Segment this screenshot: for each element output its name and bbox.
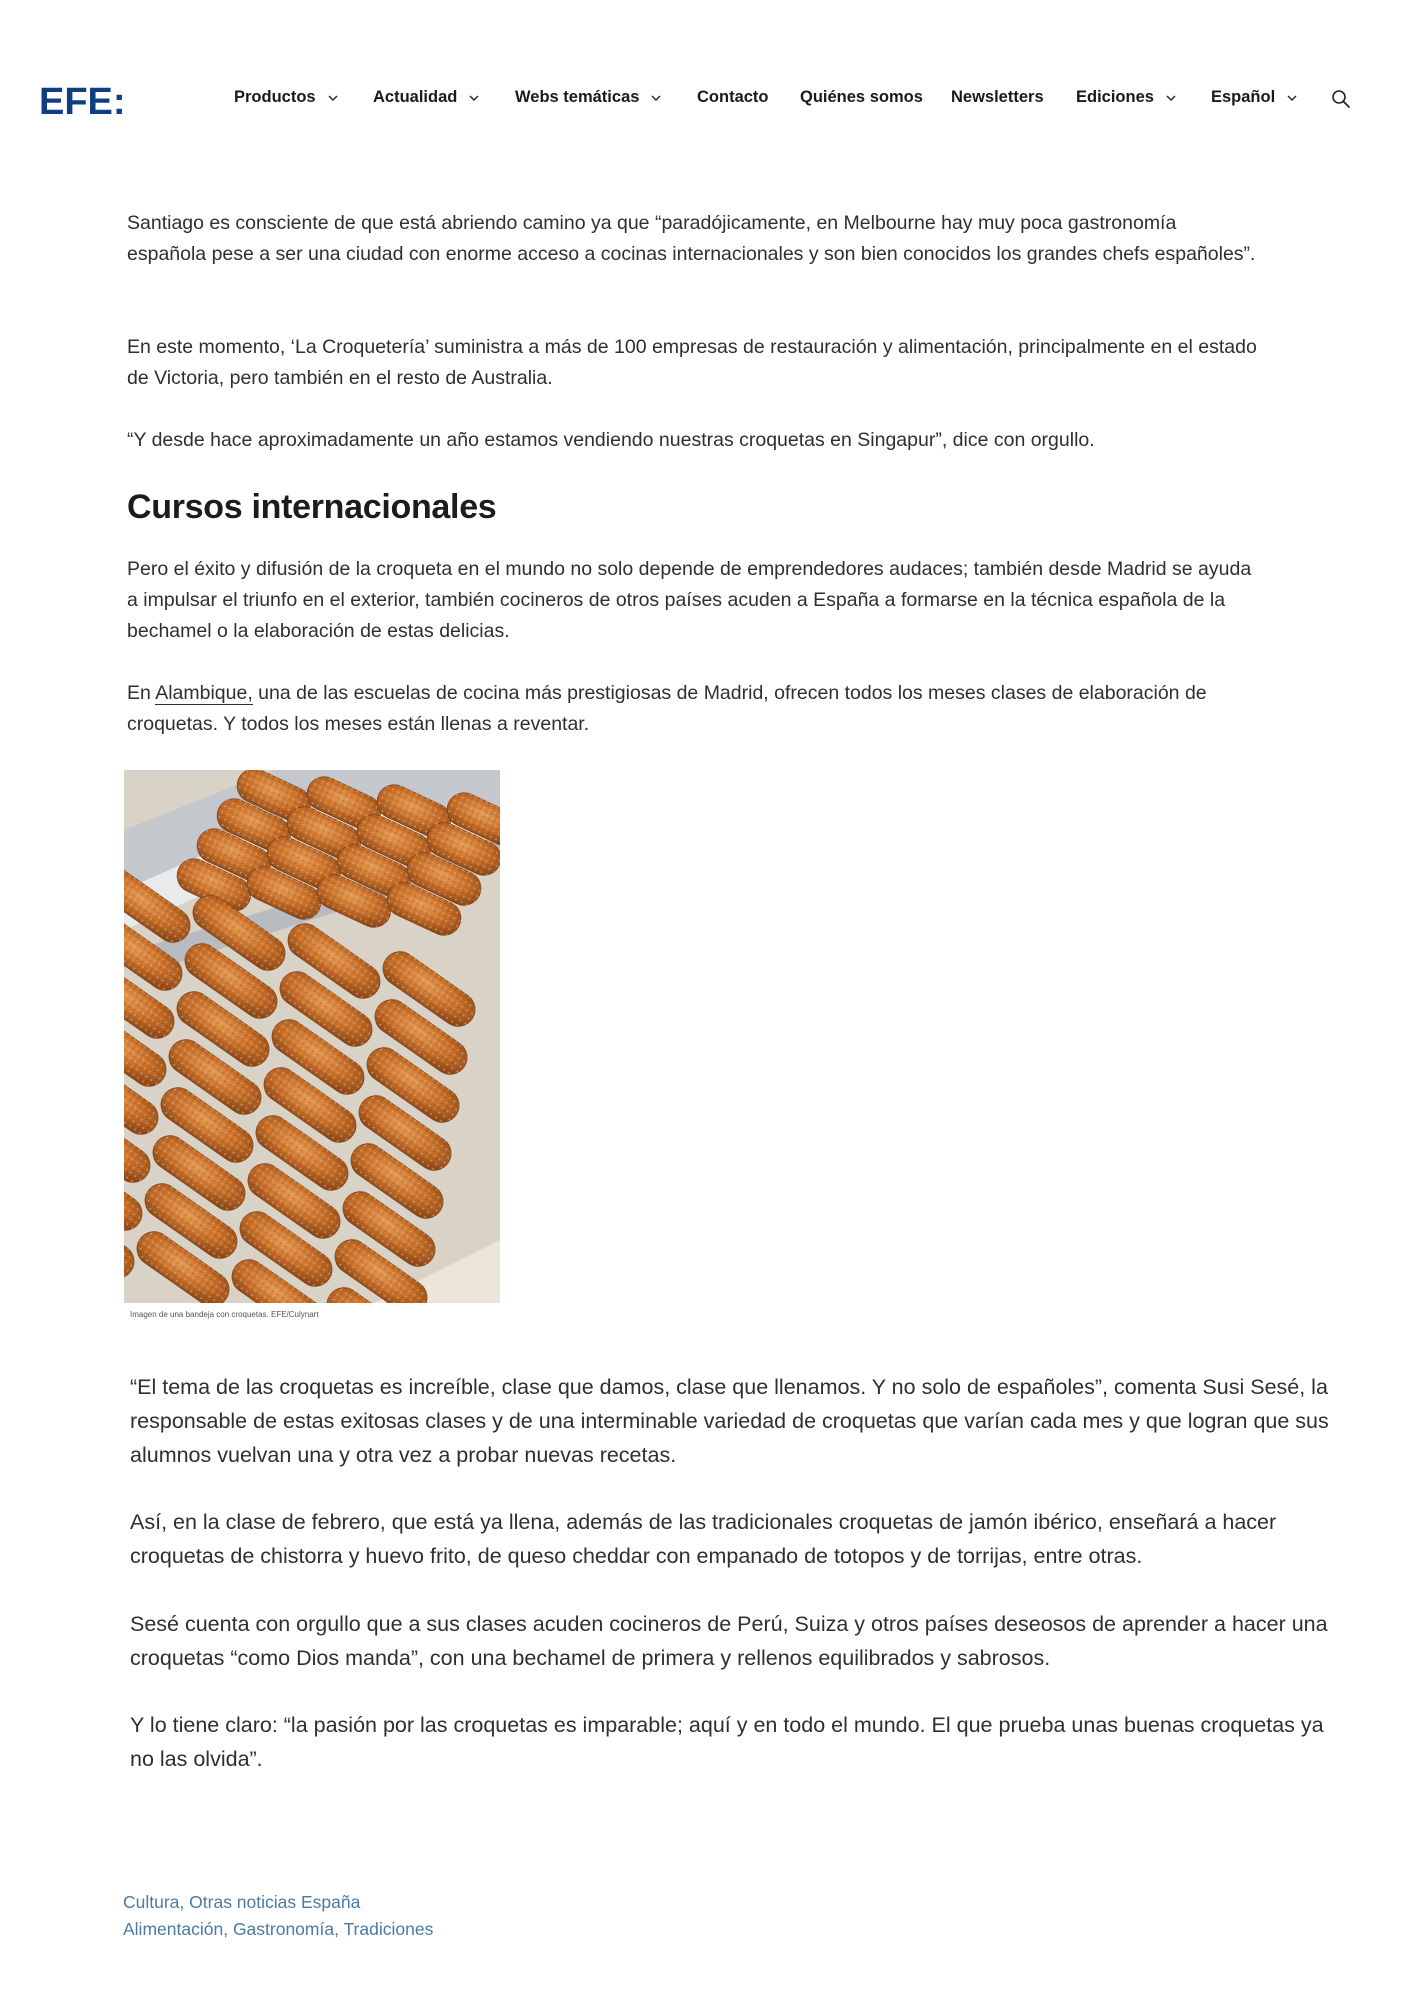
tag-tradiciones[interactable]: Tradiciones <box>343 1919 434 1939</box>
nav-item-label: Productos <box>234 88 316 106</box>
topic-tags: Alimentación, Gastronomía, Tradiciones <box>123 1919 434 1939</box>
nav-item-label: Ediciones <box>1076 88 1154 106</box>
chevron-down-icon <box>1166 88 1176 107</box>
image-caption: Imagen de una bandeja con croquetas. EFE/Culynart <box>130 1310 319 1319</box>
tag-alimentacion[interactable]: Alimentación <box>123 1919 224 1939</box>
nav-item-label: Newsletters <box>951 88 1044 106</box>
article-paragraph <box>127 678 1257 740</box>
article-paragraph: Y lo tiene claro: “la pasión por las croquetas es imparable; aquí y en todo el mundo. El que prueba unas buenas croquetas ya no las olvida”. <box>130 1713 1324 1771</box>
nav-item-productos[interactable] <box>234 88 338 107</box>
site-header <box>0 0 1414 200</box>
nav-item-label: Contacto <box>697 88 769 106</box>
nav-item-label: Quiénes somos <box>800 88 923 106</box>
alambique-link[interactable]: Alambique, <box>155 682 253 704</box>
article-paragraph: Así, en la clase de febrero, que está ya llena, además de las tradicionales croquetas de jamón ibérico, enseñará a hacer croquetas de chistorra y huevo frito, de queso cheddar con empanado de totopos y de torrijas, entre otras. <box>130 1510 1277 1568</box>
croquetas-photo <box>124 770 500 1303</box>
paragraph-text: En <box>127 682 156 704</box>
section-heading: Cursos internacionales <box>127 488 497 526</box>
nav-item-newsletters[interactable] <box>951 88 1044 107</box>
nav-item-actualidad[interactable] <box>373 88 479 107</box>
nav-item-webs-tematicas[interactable] <box>515 88 661 107</box>
croquetas-image <box>124 770 500 1303</box>
nav-item-label: Actualidad <box>373 88 458 106</box>
article-paragraph: Pero el éxito y difusión de la croqueta en el mundo no solo depende de emprendedores audaces; también desde Madrid se ayuda a impulsar el triunfo en el exterior, también cocineros de otros países acuden a España a formarse en la técnica española de la bechamel o la elaboración de estas delicias. <box>127 558 1252 642</box>
nav-item-contacto[interactable] <box>697 88 769 107</box>
nav-item-espanol[interactable] <box>1211 88 1297 107</box>
tag-otras-noticias[interactable]: Otras noticias España <box>189 1892 361 1912</box>
search-icon[interactable] <box>1330 88 1352 110</box>
chevron-down-icon <box>328 88 338 107</box>
nav-item-quienes-somos[interactable] <box>800 88 923 107</box>
tag-gastronomia[interactable]: Gastronomía <box>232 1919 335 1939</box>
nav-item-label: Español <box>1211 88 1276 106</box>
efe-logo[interactable] <box>39 80 139 120</box>
logo-text: EFE: <box>39 81 126 120</box>
nav-item-label: Webs temáticas <box>515 88 640 106</box>
article-paragraph: “El tema de las croquetas es increíble, clase que damos, clase que llenamos. Y no solo de españoles”, comenta Susi Sesé, la responsable de estas exitosas clases y de una interminable variedad de croquetas que varían cada mes y que logran que sus alumnos vuelvan una y otra vez a probar nuevas recetas. <box>130 1375 1329 1467</box>
article-paragraph: Santiago es consciente de que está abriendo camino ya que “paradójicamente, en Melbourne hay muy poca gastronomía española pese a ser una ciudad con enorme acceso a cocinas internacionales y son bien conocidos los grandes chefs españoles”. <box>127 212 1256 265</box>
category-tags: Cultura, Otras noticias España <box>123 1892 361 1912</box>
chevron-down-icon <box>651 88 661 107</box>
nav-item-ediciones[interactable] <box>1076 88 1176 107</box>
tag-cultura[interactable]: Cultura <box>123 1892 180 1912</box>
article-paragraph: En este momento, ‘La Croquetería’ suministra a más de 100 empresas de restauración y alimentación, principalmente en el estado de Victoria, pero también en el resto de Australia. <box>127 336 1257 389</box>
chevron-down-icon <box>1287 88 1297 107</box>
chevron-down-icon <box>469 88 479 107</box>
article-paragraph: Sesé cuenta con orgullo que a sus clases acuden cocineros de Perú, Suiza y otros países deseosos de aprender a hacer una croquetas “como Dios manda”, con una bechamel de primera y rellenos equilibrados y sabrosos. <box>130 1612 1328 1670</box>
article-paragraph: “Y desde hace aproximadamente un año estamos vendiendo nuestras croquetas en Singapur”, dice con orgullo. <box>127 429 1095 451</box>
paragraph-text: una de las escuelas de cocina más prestigiosas de Madrid, ofrecen todos los meses clases de elaboración de croquetas. Y todos los meses están llenas a reventar. <box>127 682 1207 735</box>
